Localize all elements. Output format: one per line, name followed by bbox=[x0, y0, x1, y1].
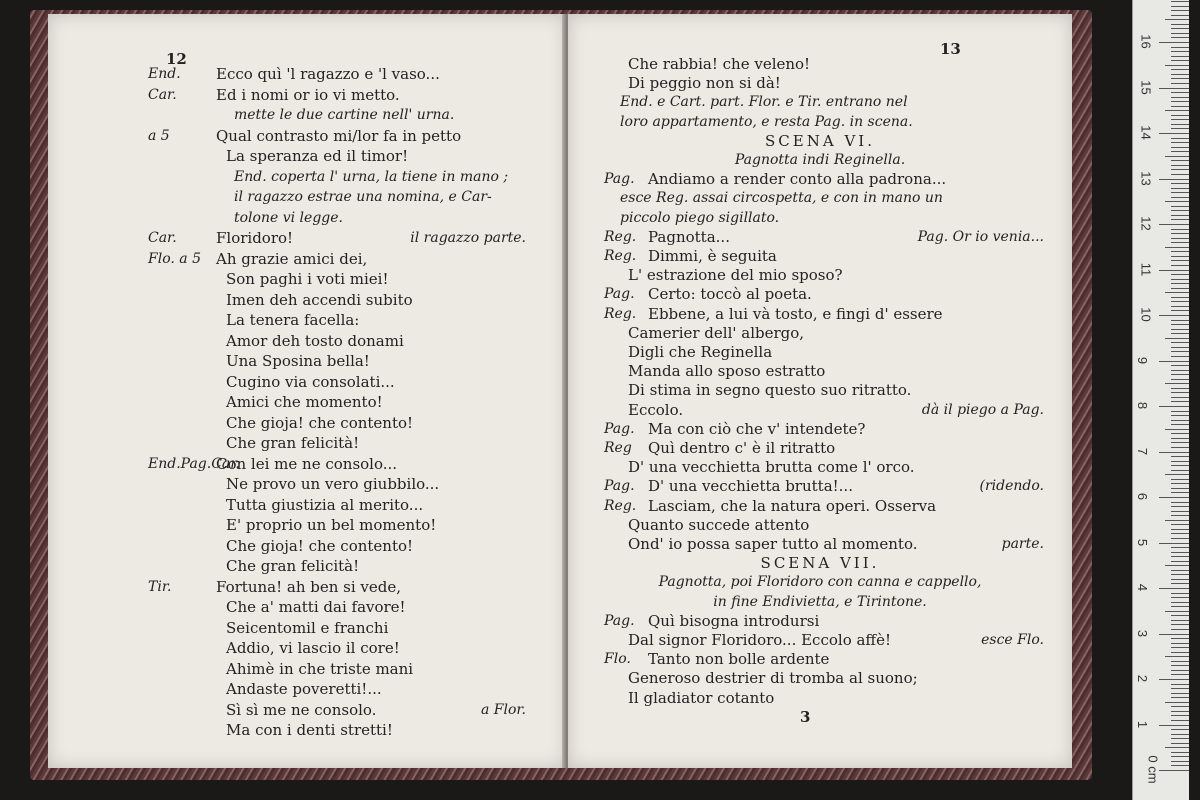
ruler-tick bbox=[1171, 715, 1189, 716]
ruler-tick bbox=[1171, 256, 1189, 257]
ruler-tick bbox=[1171, 597, 1189, 598]
ruler-tick bbox=[1171, 206, 1189, 207]
ruler-tick bbox=[1171, 697, 1189, 698]
ruler-tick bbox=[1171, 169, 1189, 170]
ruler-tick bbox=[1171, 329, 1189, 330]
ruler-tick bbox=[1171, 711, 1189, 712]
ruler-tick bbox=[1171, 638, 1189, 639]
ruler-tick bbox=[1171, 142, 1189, 143]
ruler-tick bbox=[1171, 374, 1189, 375]
ruler-tick bbox=[1171, 401, 1189, 402]
ruler-tick bbox=[1171, 283, 1189, 284]
ruler-tick bbox=[1171, 647, 1189, 648]
ruler-tick bbox=[1171, 197, 1189, 198]
ruler-tick bbox=[1171, 665, 1189, 666]
ruler-tick bbox=[1159, 588, 1189, 589]
ruler-tick bbox=[1171, 447, 1189, 448]
ruler-tick bbox=[1171, 33, 1189, 34]
ruler-tick bbox=[1165, 520, 1189, 521]
ruler-tick bbox=[1171, 552, 1189, 553]
speaker-label: Reg. bbox=[604, 305, 637, 322]
ruler-tick bbox=[1171, 119, 1189, 120]
verse-text: Ond' io possa saper tutto al momento. bbox=[628, 535, 918, 553]
left-page bbox=[48, 14, 566, 768]
ruler-tick bbox=[1171, 411, 1189, 412]
verse-text: Quì dentro c' è il ritratto bbox=[648, 439, 836, 457]
ruler-tick bbox=[1171, 242, 1189, 243]
verse-text: Imen deh accendi subito bbox=[226, 290, 413, 309]
ruler-label: 6 bbox=[1135, 492, 1151, 501]
ruler-tick bbox=[1171, 78, 1189, 79]
verse-text: La tenera facella: bbox=[226, 311, 360, 329]
ruler-tick bbox=[1171, 233, 1189, 234]
ruler-tick bbox=[1159, 543, 1189, 544]
ruler-tick bbox=[1171, 515, 1189, 516]
stage-direction: Pagnotta indi Reginella. bbox=[734, 152, 906, 168]
right-page bbox=[568, 14, 1072, 768]
ruler-label: 10 bbox=[1138, 307, 1154, 322]
speaker-label: Pag. bbox=[604, 171, 635, 188]
ruler-label: 11 bbox=[1138, 262, 1154, 276]
speaker-label: Pag. bbox=[604, 420, 635, 437]
ruler-tick bbox=[1171, 734, 1189, 735]
scene-heading: SCENA VI. bbox=[765, 131, 875, 150]
stage-direction: a Flor. bbox=[480, 701, 526, 718]
ruler-tick bbox=[1165, 565, 1189, 566]
ruler-tick bbox=[1171, 365, 1189, 366]
verse-text: Che gioja! che contento! bbox=[226, 536, 414, 555]
verse-text: Ecco quì 'l ragazzo e 'l vaso... bbox=[216, 65, 440, 83]
ruler-tick bbox=[1171, 524, 1189, 525]
ruler-tick bbox=[1171, 674, 1189, 675]
stage-direction: Pagnotta, poi Floridoro con canna e cappello, bbox=[658, 574, 982, 591]
speaker-label: End.Pag.Car. bbox=[148, 455, 240, 472]
verse-text: Ahimè in che triste mani bbox=[226, 659, 414, 678]
ruler-tick bbox=[1171, 297, 1189, 298]
verse-text: Quanto succede attento bbox=[628, 515, 810, 534]
ruler-tick bbox=[1171, 333, 1189, 334]
verse-text: Che gran felicità! bbox=[226, 557, 360, 575]
ruler-tick bbox=[1165, 474, 1189, 475]
ruler-tick bbox=[1171, 738, 1189, 739]
ruler-tick bbox=[1171, 424, 1189, 425]
ruler-tick bbox=[1171, 620, 1189, 621]
stage-direction: parte. bbox=[1001, 536, 1044, 552]
ruler-tick bbox=[1171, 347, 1189, 348]
ruler-tick bbox=[1171, 433, 1189, 434]
ruler-tick bbox=[1171, 615, 1189, 616]
ruler-tick bbox=[1171, 106, 1189, 107]
ruler-tick bbox=[1159, 270, 1189, 271]
ruler-tick bbox=[1171, 397, 1189, 398]
stage-direction: esce Reg. assai circospetta, e con in mano un bbox=[620, 190, 943, 207]
stage-direction: End. e Cart. part. Flor. e Tir. entrano nel bbox=[620, 94, 908, 111]
ruler-tick bbox=[1159, 452, 1189, 453]
ruler-tick bbox=[1171, 602, 1189, 603]
ruler-tick bbox=[1171, 83, 1189, 84]
ruler-tick bbox=[1171, 188, 1189, 189]
stage-direction: mette le due cartine nell' urna. bbox=[234, 107, 455, 123]
verse-text: Il gladiator cotanto bbox=[628, 688, 775, 707]
stage-direction: Pag. Or io venia... bbox=[917, 228, 1044, 245]
ruler-tick bbox=[1171, 174, 1189, 175]
verse-text: Dimmi, è seguita bbox=[648, 247, 777, 265]
ruler-tick bbox=[1159, 224, 1189, 225]
verse-text: Che gioja! che contento! bbox=[226, 413, 414, 432]
verse-text: Seicentomil e franchi bbox=[226, 618, 389, 637]
speaker-label: Pag. bbox=[604, 478, 635, 495]
verse-text: Son paghi i voti miei! bbox=[226, 270, 389, 288]
signature-mark: 3 bbox=[800, 708, 811, 726]
ruler-tick bbox=[1171, 342, 1189, 343]
verse-text: Digli che Reginella bbox=[628, 343, 773, 361]
ruler-tick bbox=[1171, 128, 1189, 129]
ruler-tick bbox=[1171, 693, 1189, 694]
ruler-tick bbox=[1171, 729, 1189, 730]
ruler-tick bbox=[1171, 606, 1189, 607]
ruler-tick bbox=[1171, 215, 1189, 216]
ruler-tick bbox=[1171, 60, 1189, 61]
verse-text: E' proprio un bel momento! bbox=[226, 516, 437, 534]
ruler-tick bbox=[1171, 15, 1189, 16]
ruler-label: 15 bbox=[1138, 79, 1154, 95]
verse-text: Andaste poveretti!... bbox=[226, 680, 382, 698]
ruler-tick bbox=[1171, 529, 1189, 530]
verse-text: Cugino via consolati... bbox=[226, 372, 395, 391]
ruler-tick bbox=[1159, 725, 1189, 726]
verse-text: Ne provo un vero giubbilo... bbox=[226, 475, 440, 493]
ruler-tick bbox=[1171, 506, 1189, 507]
ruler-tick bbox=[1159, 406, 1189, 407]
ruler-tick bbox=[1171, 392, 1189, 393]
verse-text: Quì bisogna introdursi bbox=[648, 611, 820, 630]
ruler-tick bbox=[1171, 743, 1189, 744]
ruler-tick bbox=[1171, 229, 1189, 230]
ruler-tick bbox=[1159, 361, 1189, 362]
ruler-tick bbox=[1171, 183, 1189, 184]
ruler-label: 7 bbox=[1135, 447, 1151, 455]
ruler-tick bbox=[1171, 720, 1189, 721]
ruler-tick bbox=[1171, 556, 1189, 557]
stage-direction: in fine Endivietta, e Tirintone. bbox=[713, 593, 927, 610]
ruler-tick bbox=[1171, 583, 1189, 584]
speaker-label: Tir. bbox=[148, 578, 172, 595]
speaker-label: Car. bbox=[148, 230, 177, 246]
speaker-label: Flo. bbox=[604, 651, 631, 668]
verse-text: Di peggio non si dà! bbox=[628, 74, 781, 93]
verse-text: Floridoro! bbox=[216, 229, 294, 247]
ruler-tick bbox=[1171, 688, 1189, 689]
verse-text: Manda allo sposo estratto bbox=[628, 362, 826, 381]
ruler-label: 14 bbox=[1138, 125, 1154, 140]
ruler-tick bbox=[1171, 310, 1189, 311]
ruler-tick bbox=[1159, 634, 1189, 635]
ruler-tick bbox=[1171, 561, 1189, 562]
ruler-tick bbox=[1171, 138, 1189, 139]
ruler-tick bbox=[1171, 624, 1189, 625]
ruler-tick bbox=[1171, 756, 1189, 757]
ruler-tick bbox=[1171, 74, 1189, 75]
ruler-tick bbox=[1171, 1, 1189, 2]
ruler-tick bbox=[1171, 574, 1189, 575]
ruler-tick bbox=[1171, 301, 1189, 302]
verse-text: Addio, vi lascio il core! bbox=[226, 639, 400, 657]
stage-direction: il ragazzo parte. bbox=[410, 230, 526, 246]
speaker-label: Reg. bbox=[604, 228, 637, 245]
verse-text: Ed i nomi or io vi metto. bbox=[216, 85, 400, 104]
verse-text: D' una vecchietta brutta come l' orco. bbox=[628, 458, 915, 477]
ruler-tick bbox=[1165, 247, 1189, 248]
verse-text: D' una vecchietta brutta!... bbox=[648, 477, 853, 496]
verse-text: Ah grazie amici dei, bbox=[216, 249, 368, 268]
speaker-label: Flo. a 5 bbox=[148, 250, 201, 267]
verse-text: Lasciam, che la natura operi. Osserva bbox=[648, 496, 937, 515]
verse-text: Pagnotta... bbox=[648, 227, 730, 246]
ruler-tick bbox=[1171, 124, 1189, 125]
verse-text: Ma con ciò che v' intendete? bbox=[648, 419, 866, 438]
speaker-label: Reg. bbox=[604, 497, 637, 514]
ruler-label: 12 bbox=[1138, 216, 1154, 231]
stage-direction: dà il piego a Pag. bbox=[921, 401, 1044, 418]
ruler-tick bbox=[1165, 338, 1189, 339]
verse-text: Tanto non bolle ardente bbox=[648, 650, 830, 669]
ruler-tick bbox=[1171, 10, 1189, 11]
ruler-tick bbox=[1159, 679, 1189, 680]
verse-text: Ebbene, a lui và tosto, e fingi d' essere bbox=[648, 304, 943, 323]
ruler-tick bbox=[1171, 265, 1189, 266]
scene-heading: SCENA VII. bbox=[760, 554, 880, 573]
ruler-tick bbox=[1159, 88, 1189, 89]
ruler-tick bbox=[1171, 37, 1189, 38]
ruler-tick bbox=[1171, 151, 1189, 152]
measuring-ruler bbox=[1132, 0, 1189, 800]
ruler-tick bbox=[1171, 288, 1189, 289]
ruler-tick bbox=[1171, 492, 1189, 493]
ruler-tick bbox=[1159, 497, 1189, 498]
ruler-tick bbox=[1171, 420, 1189, 421]
ruler-tick bbox=[1171, 661, 1189, 662]
speaker-label: Pag. bbox=[604, 612, 635, 629]
ruler-tick bbox=[1171, 438, 1189, 439]
ruler-tick bbox=[1171, 670, 1189, 671]
verse-text: Fortuna! ah ben si vede, bbox=[216, 577, 402, 596]
ruler-tick bbox=[1171, 579, 1189, 580]
ruler-tick bbox=[1165, 429, 1189, 430]
ruler-label: 1 bbox=[1135, 720, 1151, 728]
ruler-tick bbox=[1165, 201, 1189, 202]
ruler-tick bbox=[1171, 210, 1189, 211]
ruler-tick bbox=[1171, 470, 1189, 471]
ruler-tick bbox=[1171, 488, 1189, 489]
ruler-tick bbox=[1159, 770, 1189, 771]
ruler-tick bbox=[1165, 19, 1189, 20]
verse-text: Tutta giustizia al merito... bbox=[226, 495, 424, 514]
ruler-tick bbox=[1171, 533, 1189, 534]
ruler-tick bbox=[1165, 110, 1189, 111]
ruler-label: 16 bbox=[1138, 34, 1154, 49]
verse-text: Sì sì me ne consolo. bbox=[226, 700, 377, 719]
ruler-tick bbox=[1171, 47, 1189, 48]
verse-text: Andiamo a render conto alla padrona... bbox=[648, 170, 947, 189]
stage-direction: piccolo piego sigillato. bbox=[620, 209, 780, 226]
stage-direction: esce Flo. bbox=[981, 632, 1044, 648]
ruler-tick bbox=[1165, 747, 1189, 748]
ruler-tick bbox=[1171, 219, 1189, 220]
ruler-tick bbox=[1165, 156, 1189, 157]
ruler-tick bbox=[1171, 765, 1189, 766]
verse-text: Una Sposina bella! bbox=[226, 352, 370, 370]
ruler-tick bbox=[1171, 6, 1189, 7]
ruler-tick bbox=[1159, 42, 1189, 43]
ruler-tick bbox=[1165, 656, 1189, 657]
verse-text: L' estrazione del mio sposo? bbox=[628, 266, 843, 285]
stage-direction: (ridendo. bbox=[979, 478, 1044, 495]
stage-direction: il ragazzo estrae una nomina, e Car- bbox=[234, 189, 492, 205]
speaker-label: End. bbox=[148, 66, 181, 82]
ruler-tick bbox=[1171, 279, 1189, 280]
verse-text: Certo: toccò al poeta. bbox=[648, 285, 812, 304]
speaker-label: Car. bbox=[148, 86, 177, 103]
verse-text: Dal signor Floridoro... Eccolo affè! bbox=[628, 631, 891, 649]
ruler-tick bbox=[1171, 370, 1189, 371]
verse-text: Di stima in segno questo suo ritratto. bbox=[628, 381, 912, 400]
ruler-label: 0 cm bbox=[1145, 755, 1161, 784]
verse-text: Che rabbia! che veleno! bbox=[628, 55, 811, 73]
ruler-tick bbox=[1165, 702, 1189, 703]
ruler-tick bbox=[1171, 483, 1189, 484]
ruler-tick bbox=[1171, 502, 1189, 503]
ruler-tick bbox=[1171, 511, 1189, 512]
ruler-tick bbox=[1171, 51, 1189, 52]
ruler-tick bbox=[1171, 379, 1189, 380]
ruler-tick bbox=[1171, 643, 1189, 644]
page-number-right: 13 bbox=[940, 40, 961, 58]
ruler-label: 2 bbox=[1135, 674, 1151, 683]
verse-text: Camerier dell' albergo, bbox=[628, 323, 805, 342]
speaker-label: Reg bbox=[604, 440, 632, 456]
ruler-tick bbox=[1171, 306, 1189, 307]
ruler-tick bbox=[1171, 465, 1189, 466]
verse-text: La speranza ed il timor! bbox=[226, 147, 409, 165]
ruler-tick bbox=[1165, 292, 1189, 293]
ruler-tick bbox=[1171, 69, 1189, 70]
ruler-tick bbox=[1171, 97, 1189, 98]
ruler-tick bbox=[1171, 479, 1189, 480]
stage-direction: End. coperta l' urna, la tiene in mano ; bbox=[234, 168, 509, 185]
speaker-label: Reg. bbox=[604, 248, 637, 264]
ruler-tick bbox=[1171, 456, 1189, 457]
ruler-tick bbox=[1171, 238, 1189, 239]
ruler-tick bbox=[1171, 192, 1189, 193]
stage-direction: tolone vi legge. bbox=[234, 209, 343, 226]
ruler-label: 3 bbox=[1135, 629, 1151, 637]
ruler-tick bbox=[1171, 684, 1189, 685]
verse-text: Amor deh tosto donami bbox=[226, 331, 404, 350]
ruler-label: 8 bbox=[1135, 401, 1151, 410]
page-number-left: 12 bbox=[166, 50, 187, 68]
ruler-tick bbox=[1159, 315, 1189, 316]
ruler-tick bbox=[1171, 652, 1189, 653]
verse-text: Ma con i denti stretti! bbox=[226, 721, 393, 739]
ruler-tick bbox=[1171, 165, 1189, 166]
ruler-tick bbox=[1165, 611, 1189, 612]
ruler-tick bbox=[1171, 356, 1189, 357]
speaker-label: Pag. bbox=[604, 286, 635, 303]
ruler-tick bbox=[1171, 442, 1189, 443]
verse-text: Con lei me ne consolo... bbox=[216, 454, 398, 473]
ruler-tick bbox=[1171, 24, 1189, 25]
verse-text: Qual contrasto mi/lor fa in petto bbox=[216, 126, 462, 145]
ruler-tick bbox=[1171, 260, 1189, 261]
ruler-tick bbox=[1171, 593, 1189, 594]
ruler-tick bbox=[1171, 92, 1189, 93]
ruler-tick bbox=[1171, 538, 1189, 539]
ruler-tick bbox=[1171, 351, 1189, 352]
ruler-tick bbox=[1171, 160, 1189, 161]
ruler-tick bbox=[1171, 147, 1189, 148]
ruler-tick bbox=[1165, 65, 1189, 66]
ruler-tick bbox=[1171, 274, 1189, 275]
ruler-tick bbox=[1171, 570, 1189, 571]
ruler-tick bbox=[1171, 752, 1189, 753]
ruler-tick bbox=[1171, 101, 1189, 102]
verse-text: Eccolo. bbox=[628, 400, 684, 419]
ruler-tick bbox=[1171, 461, 1189, 462]
stage-direction: loro appartamento, e resta Pag. in scena. bbox=[620, 113, 913, 130]
ruler-label: 5 bbox=[1135, 538, 1151, 546]
ruler-tick bbox=[1171, 115, 1189, 116]
ruler-tick bbox=[1171, 324, 1189, 325]
ruler-tick bbox=[1171, 547, 1189, 548]
ruler-tick bbox=[1171, 388, 1189, 389]
ruler-tick bbox=[1171, 706, 1189, 707]
ruler-tick bbox=[1171, 56, 1189, 57]
ruler-tick bbox=[1159, 179, 1189, 180]
verse-text: Amici che momento! bbox=[226, 393, 383, 411]
ruler-tick bbox=[1171, 251, 1189, 252]
ruler-tick bbox=[1171, 761, 1189, 762]
ruler-label: 4 bbox=[1135, 583, 1151, 592]
verse-text: Generoso destrier di tromba al suono; bbox=[628, 669, 918, 688]
ruler-tick bbox=[1171, 28, 1189, 29]
ruler-tick bbox=[1159, 133, 1189, 134]
ruler-tick bbox=[1171, 629, 1189, 630]
ruler-label: 13 bbox=[1138, 170, 1154, 186]
ruler-tick bbox=[1165, 383, 1189, 384]
speaker-label: a 5 bbox=[148, 127, 170, 144]
ruler-label: 9 bbox=[1135, 356, 1151, 364]
ruler-tick bbox=[1171, 415, 1189, 416]
verse-text: Che a' matti dai favore! bbox=[226, 598, 406, 616]
verse-text: Che gran felicità! bbox=[226, 434, 360, 452]
ruler-tick bbox=[1171, 320, 1189, 321]
